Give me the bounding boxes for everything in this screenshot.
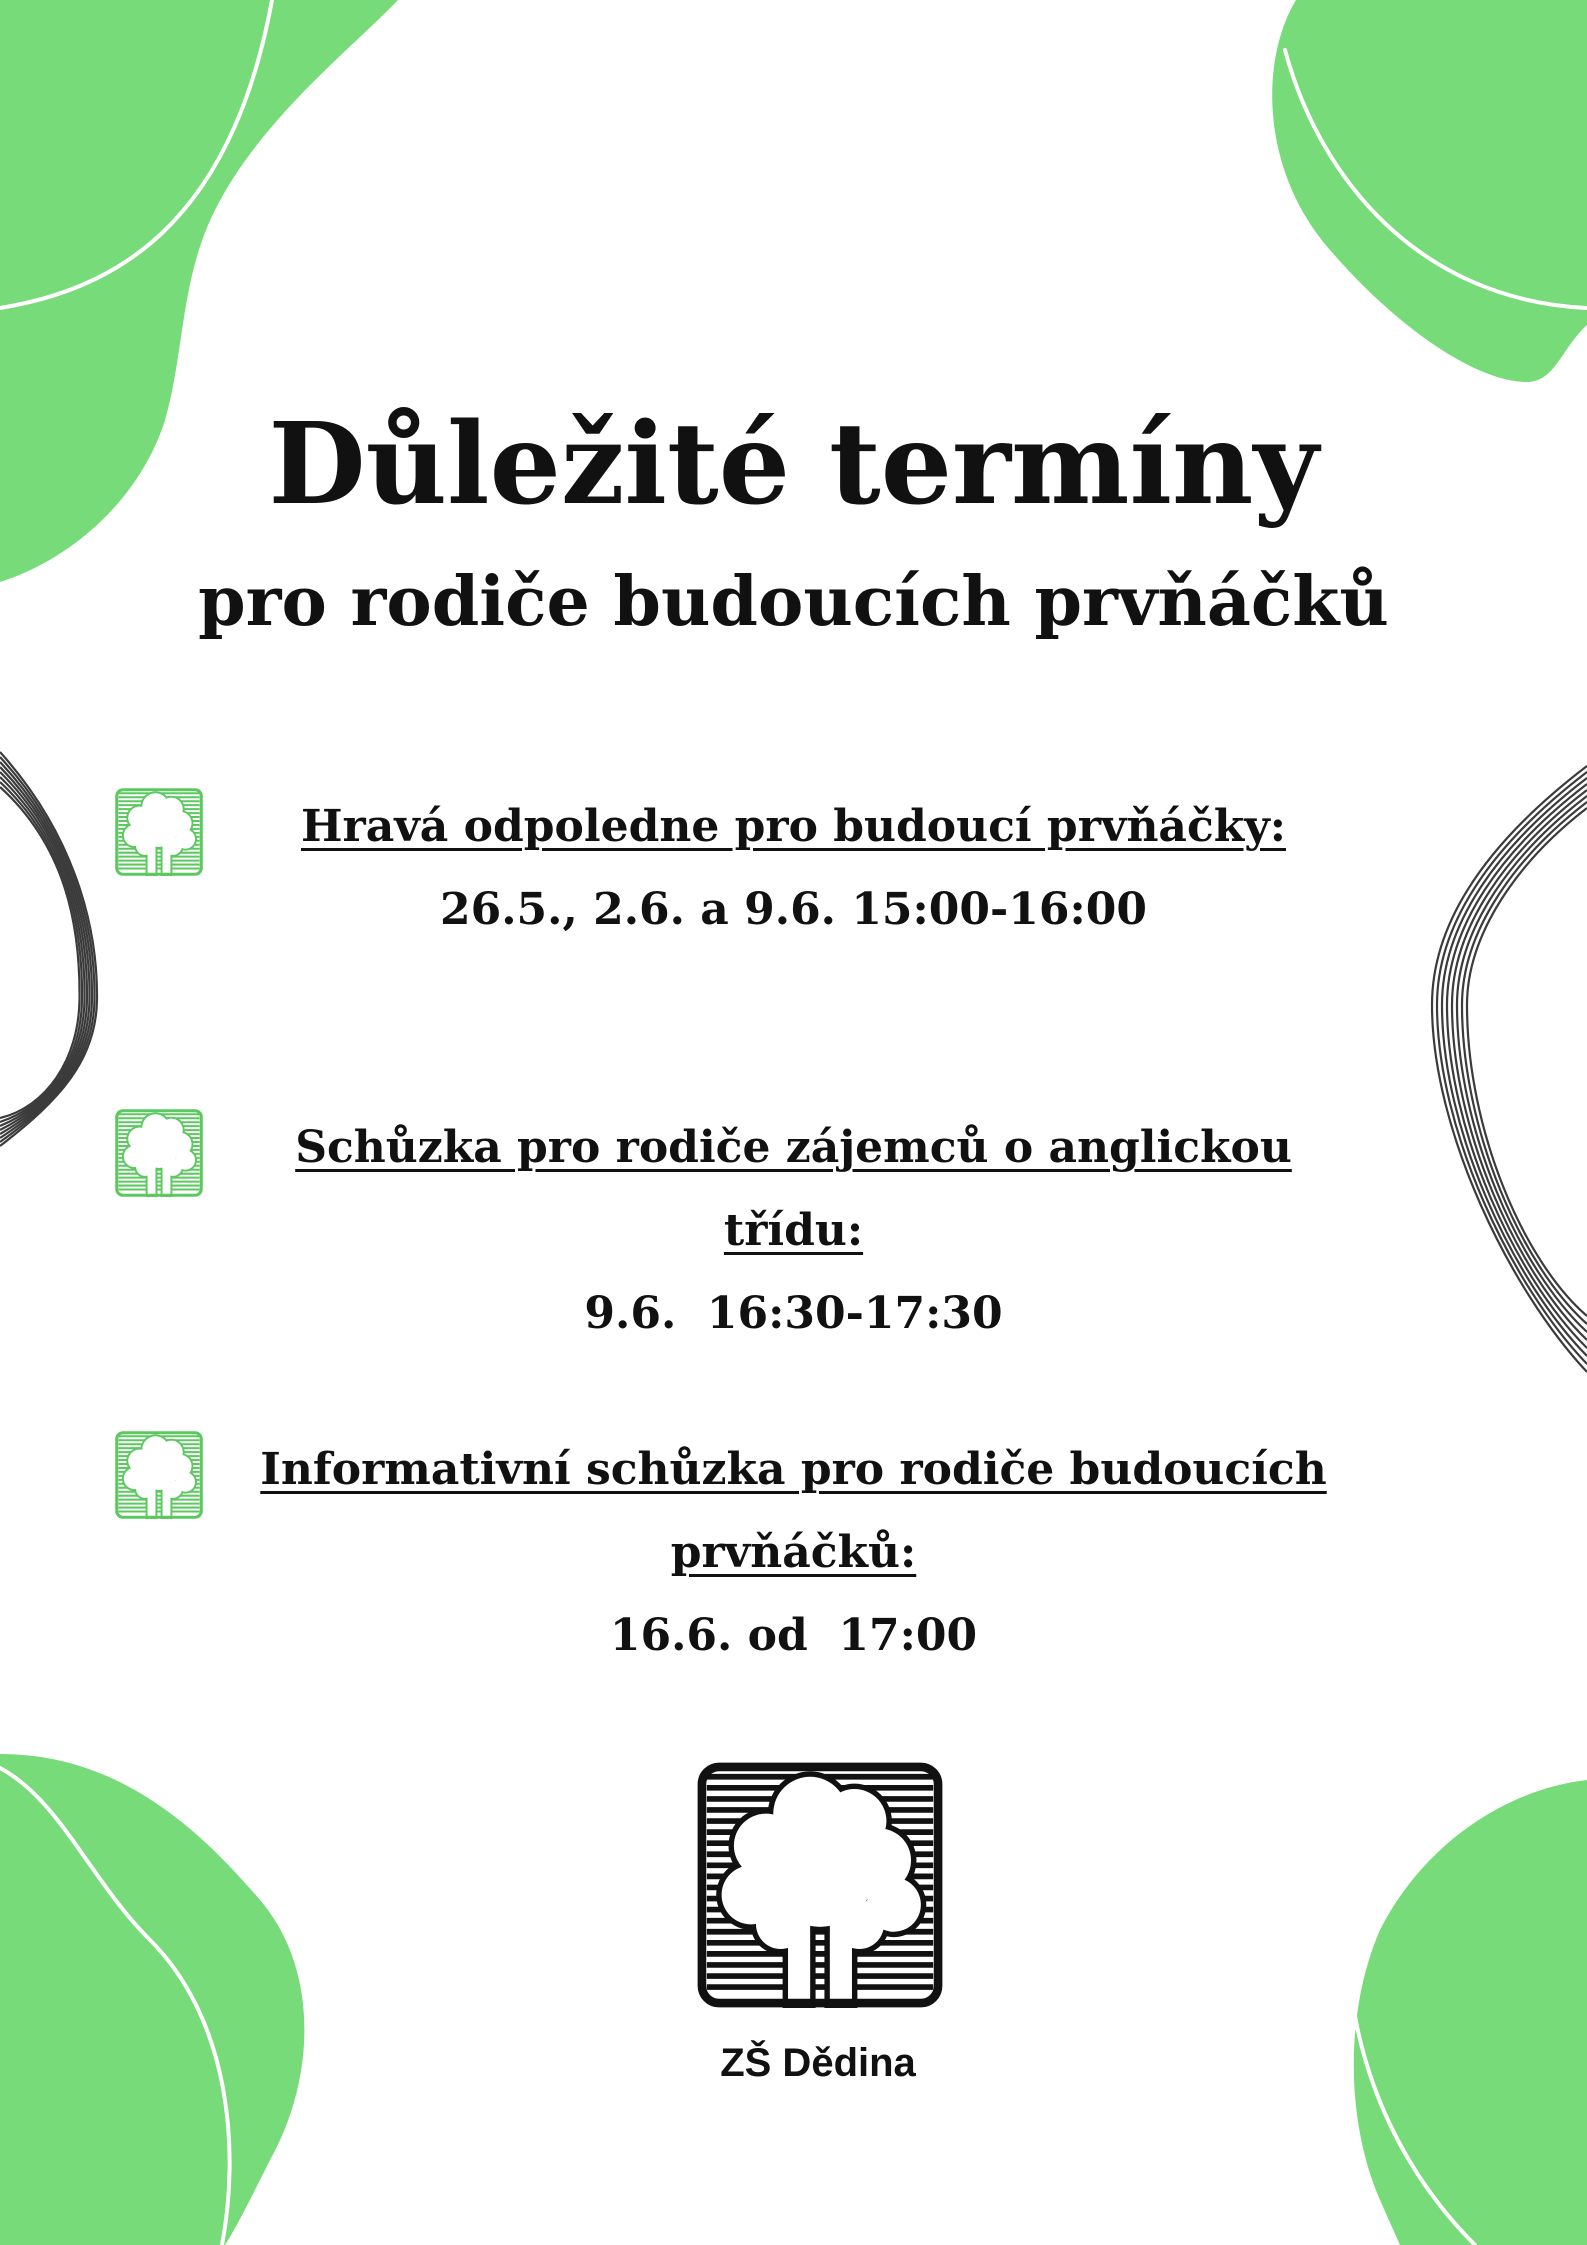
event-heading: Schůzka pro rodiče zájemců o anglickou — [295, 1122, 1292, 1173]
school-name: ZŠ Dědina — [720, 2041, 916, 2085]
page-title: Důležité termíny — [268, 399, 1319, 530]
event-item — [0, 1428, 1587, 1688]
page-subtitle: pro rodiče budoucích prvňáčků — [198, 562, 1389, 642]
decorative-blob-top-right — [1272, 0, 1587, 382]
decorative-blob-bottom-left — [0, 1754, 304, 2245]
event-item — [0, 785, 1587, 1045]
event-date: 9.6. 16:30-17:30 — [584, 1288, 1003, 1339]
event-item — [0, 1106, 1587, 1366]
event-text — [0, 1428, 1587, 1677]
event-date: 16.6. od 17:00 — [609, 1610, 978, 1661]
event-text — [0, 1106, 1587, 1355]
event-text — [0, 785, 1587, 951]
event-heading: Hravá odpoledne pro budoucí prvňáčky: — [300, 801, 1287, 852]
event-heading: prvňáčků: — [670, 1527, 917, 1578]
event-heading: třídu: — [723, 1205, 864, 1256]
event-heading: Informativní schůzka pro rodiče budoucích — [260, 1444, 1327, 1495]
decorative-blob-bottom-right — [1354, 1780, 1587, 2245]
school-logo-icon — [697, 1762, 943, 2008]
event-date: 26.5., 2.6. a 9.6. 15:00-16:00 — [440, 884, 1147, 935]
